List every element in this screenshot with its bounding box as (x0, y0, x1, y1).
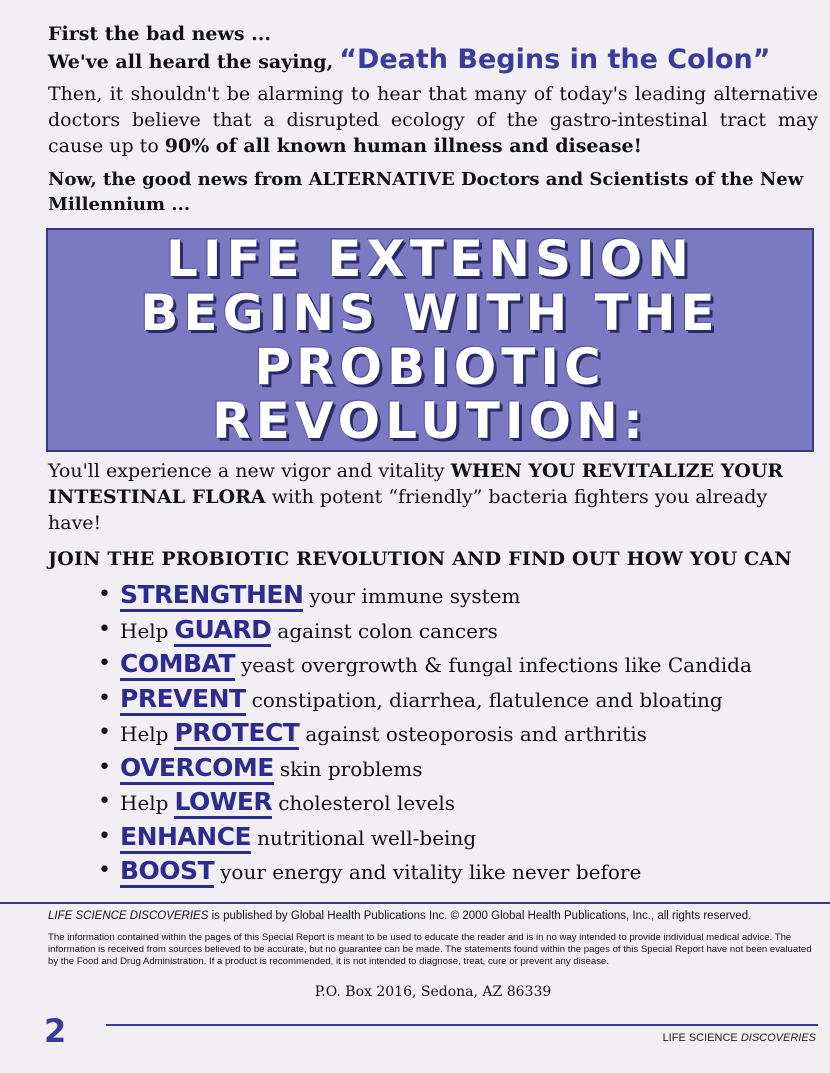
banner-line-3: PROBIOTIC (254, 338, 606, 396)
footer-divider (0, 902, 830, 904)
bad-news-line: First the bad news ... (48, 23, 272, 45)
intro-paragraph: Then, it shouldn't be alarming to hear that many of today's leading alternative doctors believe that a disrupted ecology of the gastro-intestinal tract may cause up to 90% of all known human illness and disease! (48, 83, 818, 157)
bullet-icon: • (98, 720, 111, 745)
benefit-text: skin problems (279, 756, 423, 781)
benefit-item (48, 716, 818, 751)
benefit-text: against colon cancers (277, 618, 498, 643)
benefit-item (48, 682, 818, 717)
bullet-icon: • (98, 616, 111, 642)
bullet-icon: • (98, 789, 111, 814)
join-heading: JOIN THE PROBIOTIC REVOLUTION AND FIND OUT HOW YOU CAN (48, 548, 792, 570)
bullet-icon: • (98, 858, 111, 883)
benefit-keyword: PROTECT (174, 718, 299, 750)
benefit-keyword: STRENGTHEN (120, 580, 303, 612)
banner-line-4: REVOLUTION: (212, 392, 648, 450)
benefit-item (48, 785, 818, 820)
disclaimer: The information contained within the pages of this Special Report is meant to be used to educate the reader and is in no way intended to provide individual medical advice. The information is received from sources believed to be accurate, but no guarantee can be made. The statements found within the pages of this Special Report have not been evaluated by the Food and Drug Administration. If a product is recommended, it is not intended to diagnose, treat, cure or prevent any disease. (48, 932, 812, 967)
good-news-line: Now, the good news from ALTERNATIVE Doctors and Scientists of the New Millennium ... (48, 169, 804, 215)
running-footer: LIFE SCIENCE DISCOVERIES (662, 1032, 816, 1044)
vigor-emphasis: WHEN YOU REVITALIZE YOUR INTESTINAL FLORA (48, 460, 784, 508)
benefit-item (48, 578, 818, 613)
saying-line (48, 44, 818, 75)
benefit-text: your energy and vitality like never before (220, 860, 642, 884)
footer (48, 910, 818, 1000)
benefit-text: against osteoporosis and arthritis (305, 722, 647, 746)
benefit-text: nutritional well-being (257, 825, 477, 850)
page-footer-rule (106, 1024, 818, 1026)
benefit-prefix: Help (120, 722, 169, 746)
bullet-icon: • (98, 651, 111, 676)
benefit-item (48, 854, 818, 889)
vigor-paragraph: You'll experience a new vigor and vitality WHEN YOU REVITALIZE YOUR INTESTINAL FLORA with potent “friendly” bacteria fighters you already have! (48, 460, 784, 534)
saying-prefix: We've all heard the saying, (48, 51, 334, 73)
bullet-icon: • (98, 754, 111, 780)
benefit-keyword: ENHANCE (120, 822, 251, 854)
page-number: 2 (44, 1012, 67, 1050)
bullet-icon: • (98, 582, 111, 607)
banner-line-1: LIFE EXTENSION (166, 230, 694, 288)
benefits-section (48, 458, 818, 889)
publisher-note: LIFE SCIENCE DISCOVERIES is published by Global Health Publications Inc. © 2000 Global Health Publications, Inc., all rights reserved. (48, 910, 752, 922)
benefit-text: your immune system (309, 584, 521, 608)
headline-banner (46, 228, 814, 452)
benefit-item (48, 647, 818, 682)
bullet-icon: • (98, 685, 111, 711)
benefit-text: cholesterol levels (278, 791, 456, 815)
benefit-item (48, 820, 818, 855)
benefit-keyword: LOWER (174, 787, 272, 819)
benefit-keyword: BOOST (120, 856, 214, 888)
benefit-prefix: Help (120, 791, 169, 815)
banner-line-2: BEGINS WITH THE (140, 284, 720, 342)
bullet-icon: • (98, 823, 111, 849)
benefit-keyword: PREVENT (120, 684, 246, 716)
benefit-keyword: COMBAT (120, 649, 235, 681)
benefit-text: constipation, diarrhea, flatulence and bloating (251, 687, 723, 712)
benefit-item (48, 751, 818, 786)
benefit-text: yeast overgrowth & fungal infections like Candida (241, 653, 752, 677)
benefit-prefix: Help (120, 618, 169, 643)
saying-quote: “Death Begins in the Colon” (339, 44, 771, 75)
intro-emphasis: 90% of all known human illness and disease! (164, 135, 642, 157)
benefit-keyword: OVERCOME (120, 753, 274, 785)
benefit-item (48, 613, 818, 648)
benefit-list (48, 578, 818, 889)
intro-section (48, 22, 818, 217)
benefit-keyword: GUARD (174, 615, 271, 647)
postal-address: P.O. Box 2016, Sedona, AZ 86339 (314, 984, 552, 1000)
publication-name: LIFE SCIENCE DISCOVERIES (48, 910, 209, 922)
